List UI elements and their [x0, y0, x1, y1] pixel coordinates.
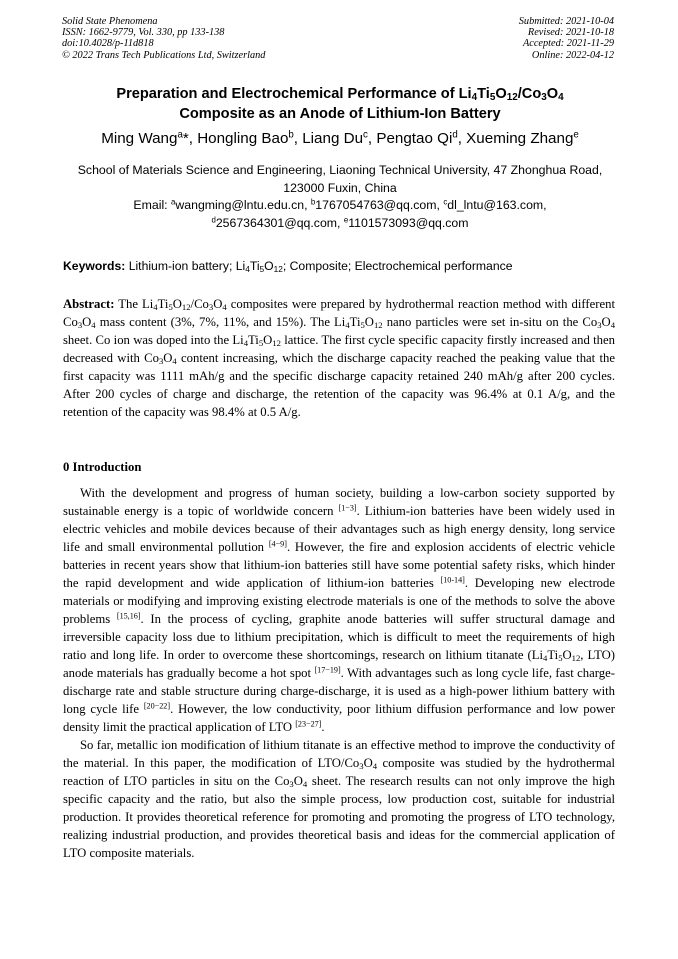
abstract	[63, 295, 615, 421]
abstract-label: Abstract:	[63, 297, 115, 311]
journal-issn: ISSN: 1662-9779, Vol. 330, pp 133-138	[62, 27, 225, 39]
introduction-body	[63, 484, 615, 862]
abstract-content: The $Li_4Ti_5O_{12}/Co_3O_4$ composites were prepared by hydrothermal reaction method with different $Co_3O_4$ mass content (3%, 7%, 11%, and 15%). The $Li_4Ti_5O_{12}$ nano particles were set in-situ on the $Co_3O_4$ sheet. Co ion was doped into the $Li_4Ti_5O_{12}$ lattice. The first cycle specific capacity firstly increased and then decreased with $Co_3O_4$ content increasing, which the discharge capacity reached the peaking value that the first capacity was 1111 mAh/g and the specific discharge capacity retained 240 mAh/g after 200 cycles. After 200 cycles of charge and discharge, the retention of the capacity was 96.4% at 0.1 A/g, and the retention of the capacity was 98.4% at 0.5 A/g.	[63, 297, 615, 419]
keywords-content: Lithium-ion battery; $Li_4Ti_5O_{12}$; Composite; Electrochemical performance	[125, 259, 513, 274]
section-heading-introduction: 0 Introduction	[63, 460, 142, 474]
email-line-2: $^d$2567364301@qq.com, $^e$1101573093@qq.com	[211, 215, 469, 230]
revised-date: Revised: 2021-10-18	[527, 27, 614, 39]
submitted-date: Submitted: 2021-10-04	[518, 16, 614, 27]
accepted-date: Accepted: 2021-11-29	[522, 38, 614, 50]
online-date: Online: 2022-04-12	[531, 49, 614, 61]
copyright: © 2022 Trans Tech Publications Ltd, Switzerland	[62, 49, 266, 61]
keywords-label: Keywords:	[63, 259, 126, 273]
paper-title	[60, 84, 620, 124]
publication-dates	[519, 16, 614, 61]
paragraph: So far, metallic ion modification of lithium titanate is an effective method to improve the conductivity of the material. In this paper, the modification of LTO/$Co_3O_4$ composite was studied by the hydrothermal reaction of LTO particles in situ on the $Co_3O_4$ sheet. The research results can not only improve the high specific capacity and the ratio, but also the simple process, low production cost, suitable for industrial production. It provides theoretical reference for promoting and promoting the progress of LTO technology, realizing industrial production, and provides theoretical basis and ideas for the commercial application of LTO composite materials.	[63, 738, 615, 860]
affiliation-line-2: 123000 Fuxin, China	[283, 180, 397, 195]
doi: doi:10.4028/p-11d818	[62, 38, 154, 50]
journal-info	[62, 16, 265, 61]
email-line-1: Email: $^a$wangming@lntu.edu.cn, $^b$1767054763@qq.com, $^c$dl_lntu@163.com,	[133, 197, 547, 212]
affiliation	[40, 162, 640, 232]
keywords	[63, 259, 512, 274]
journal-name: Solid State Phenomena	[62, 16, 158, 27]
affiliation-line-1: School of Materials Science and Engineering, Liaoning Technical University, 47 Zhonghua Road,	[77, 163, 603, 177]
author-list: Ming Wang$^a$*, Hongling Bao$^b$, Liang Du$^c$, Pengtao Qi$^d$, Xueming Zhang$^e$	[101, 129, 579, 147]
title-line-2: Composite as an Anode of Lithium-Ion Battery	[179, 106, 501, 122]
paragraph: With the development and progress of human society, building a low-carbon society supported by sustainable energy is a topic of worldwide concern [1−3]. Lithium-ion batteries have been widely used in electric vehicles and mobile devices because of their advantages such as high energy density, long service life and small environmental pollution [4−9]. However, the fire and explosion accidents of electric vehicle batteries in recent years show that lithium-ion batteries still have some potential safety risks, which hinder the rapid development and wide application of lithium-ion batteries [10-14]. Developing new electrode materials or modifying and improving existing electrode materials is one of the methods to solve the above problems [15,16]. In the process of cycling, graphite anode batteries will suffer structural damage and irreversible capacity loss due to lithium precipitation, which is difficult to meet the requirements of high ratio and long life. In order to overcome these shortcomings, research on lithium titanate ($Li_4Ti_5O_{12}$, LTO) anode materials has gradually become a hot spot [17−19]. With advantages such as long cycle life, fast charge-discharge rate and stable structure during charge-discharge, it is used as a high-power lithium battery with long cycle life [20−22]. However, the low conductivity, poor lithium diffusion performance and low power density limit the practical application of LTO [23−27].	[63, 486, 616, 734]
title-line-1: Preparation and Electrochemical Performance of $Li_4Ti_5O_{12}/Co_3O_4$	[116, 86, 564, 104]
